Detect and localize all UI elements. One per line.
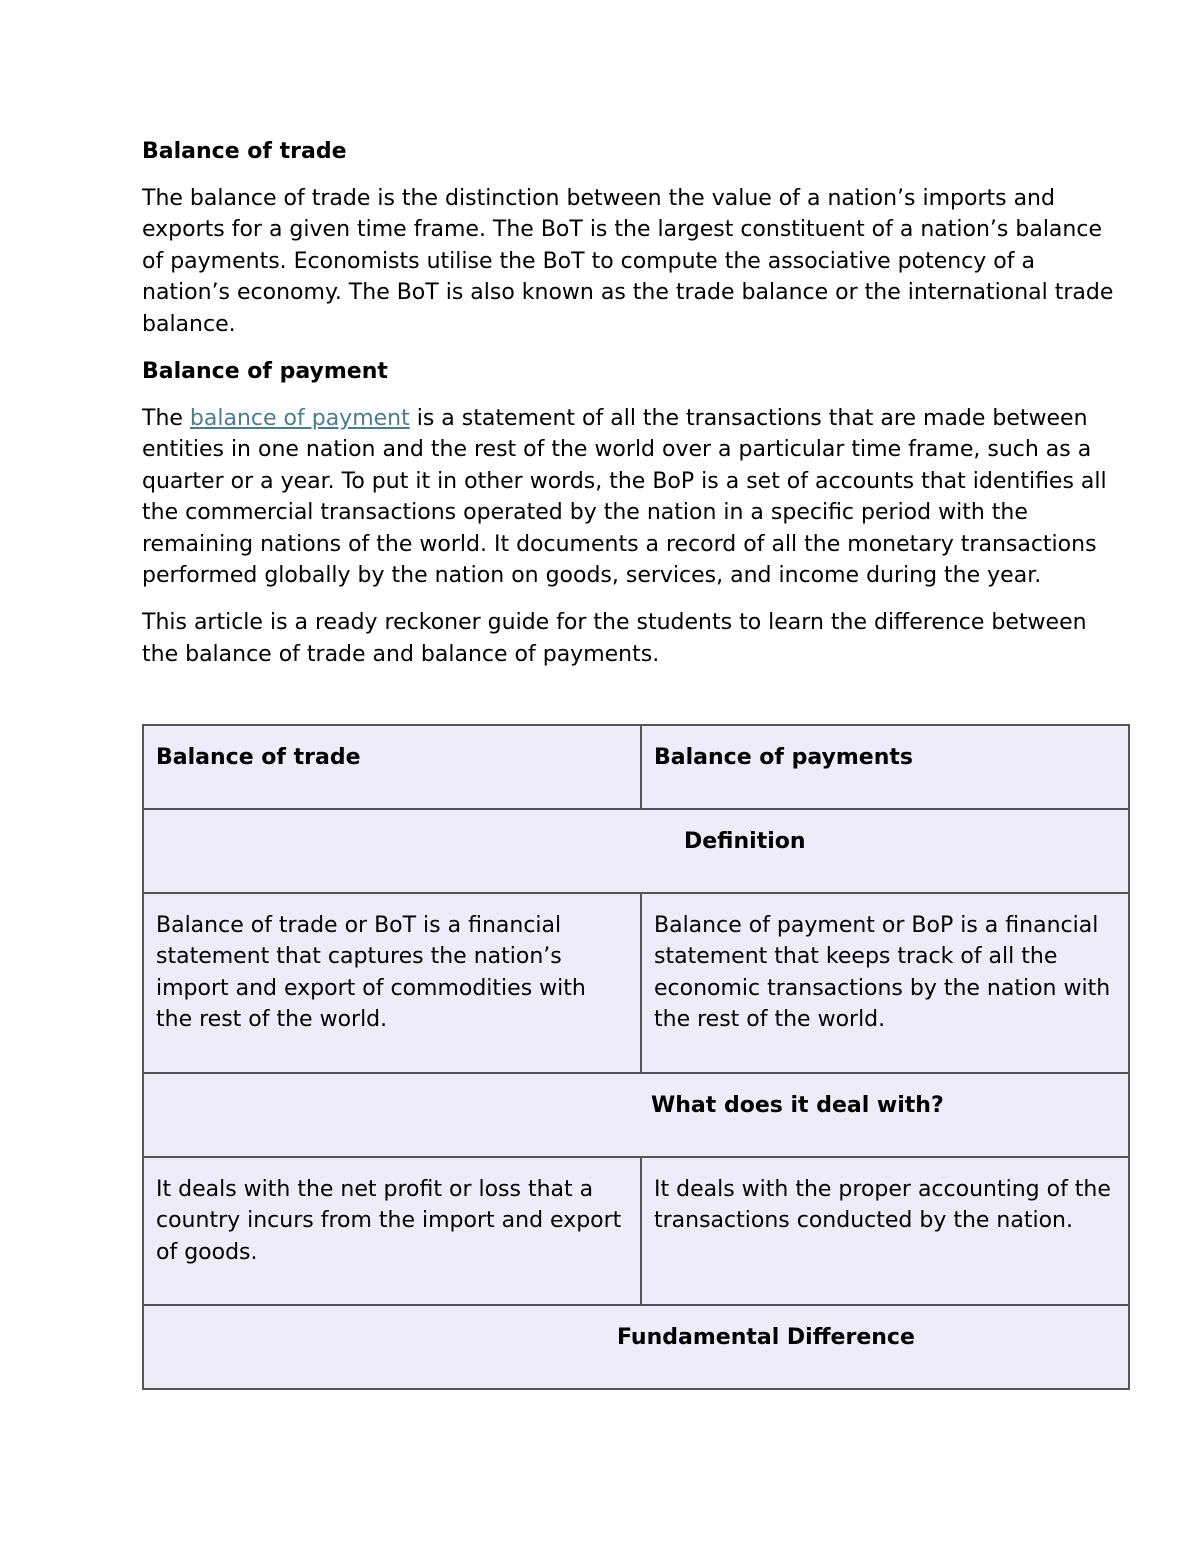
section-what-does-it-deal-with: What does it deal with? bbox=[143, 1073, 1129, 1157]
bop-para-prefix: The bbox=[142, 406, 190, 432]
heading-balance-of-payment: Balance of payment bbox=[142, 359, 388, 385]
comparison-table bbox=[142, 724, 1130, 1390]
table-row bbox=[143, 893, 1129, 1073]
table-section-row bbox=[143, 809, 1129, 893]
header-balance-of-payments: Balance of payments bbox=[641, 725, 1129, 809]
paragraph-balance-of-payment bbox=[142, 403, 1128, 591]
cell-bot-deals: It deals with the net profit or loss that a country incurs from the import and export of goods. bbox=[143, 1157, 641, 1305]
cell-bop-definition: Balance of payment or BoP is a financial statement that keeps track of all the economic transactions by the nation with the rest of the world. bbox=[641, 893, 1129, 1073]
heading-balance-of-trade: Balance of trade bbox=[142, 139, 347, 164]
cell-bot-definition: Balance of trade or BoT is a financial statement that captures the nation’s import and export of commodities with the rest of the world. bbox=[143, 893, 641, 1073]
section-fundamental-difference: Fundamental Difference bbox=[143, 1305, 1129, 1389]
cell-bop-deals: It deals with the proper accounting of the transactions conducted by the nation. bbox=[641, 1157, 1129, 1305]
bop-para-rest: is a statement of all the transactions that are made between entities in one nation and the rest of the world over a particular time frame, such as a quarter or a year. To put it in other words, the BoP is a set of accounts that identifies all the commercial transactions operated by the nation in a specific period with the remaining nations of the world. It documents a record of all the monetary transactions performed globally by the nation on goods, services, and income during the year. bbox=[142, 406, 1107, 589]
table-section-row bbox=[143, 1305, 1129, 1389]
document-page bbox=[142, 136, 1128, 686]
header-balance-of-trade: Balance of trade bbox=[143, 725, 641, 809]
paragraph-balance-of-trade: The balance of trade is the distinction between the value of a nation’s imports and exports for a given time frame. The BoT is the largest constituent of a nation’s balance of payments. Economists utilise the BoT to compute the associative potency of a nation’s economy. The BoT is also known as the trade balance or the international trade balance. bbox=[142, 186, 1114, 337]
section-definition: Definition bbox=[143, 809, 1129, 893]
table-row bbox=[143, 1157, 1129, 1305]
balance-of-payment-link[interactable]: balance of payment bbox=[189, 406, 410, 432]
table-section-row bbox=[143, 1073, 1129, 1157]
paragraph-intro: This article is a ready reckoner guide for the students to learn the difference between the balance of trade and balance of payments. bbox=[142, 610, 1087, 667]
table-header-row bbox=[143, 725, 1129, 809]
